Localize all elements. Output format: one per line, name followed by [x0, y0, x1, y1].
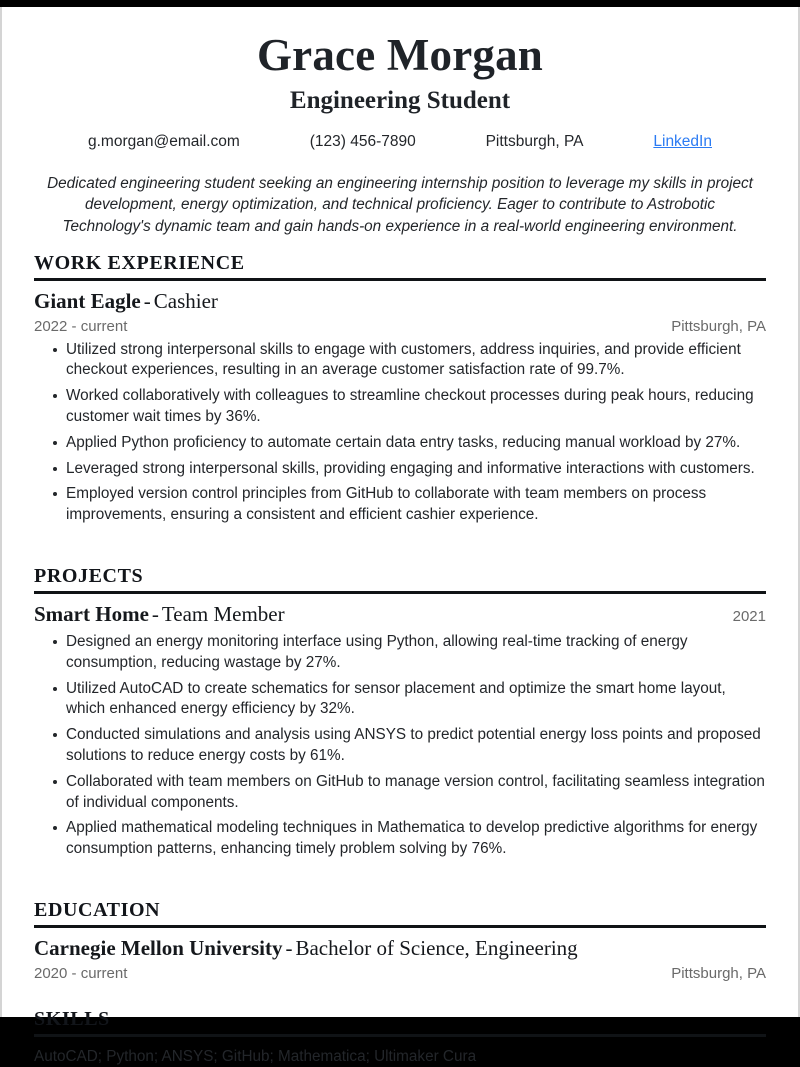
- skills-list: AutoCAD; Python; ANSYS; GitHub; Mathematica; Ultimaker Cura: [34, 1048, 477, 1065]
- section-divider: [34, 925, 766, 928]
- work-bullet-list: [34, 340, 766, 526]
- list-item: Worked collaboratively with colleagues to streamline checkout processes during peak hours, reducing customer wait times by 36%.: [34, 386, 766, 428]
- candidate-headline: Engineering Student: [289, 87, 511, 114]
- work-entry: [34, 289, 766, 526]
- list-item: Designed an energy monitoring interface using Python, allowing real-time tracking of energy consumption, reducing wastage by 27%.: [34, 632, 766, 674]
- project-bullet-list: [34, 632, 766, 860]
- list-item: Conducted simulations and analysis using ANSYS to predict potential energy loss points and proposed solutions to reduce energy costs by 61%.: [34, 725, 766, 767]
- professional-summary: Dedicated engineering student seeking an engineering internship position to leverage my skills in project development, energy optimization, and technical proficiency. Eager to contribute to Astrobotic Technology's dynamic team and gain hands-on experience in a real-world engineering environment.: [47, 174, 753, 235]
- project-entry: [34, 602, 766, 860]
- section-spacer: [34, 865, 766, 885]
- education-degree: Bachelor of Science, Engineering: [295, 936, 578, 960]
- section-skills: [34, 1008, 766, 1067]
- work-separator: -: [143, 288, 151, 313]
- section-divider: [34, 1034, 766, 1037]
- section-education: [34, 899, 766, 982]
- contact-email[interactable]: g.morgan@email.com: [88, 132, 240, 150]
- section-title-projects: PROJECTS: [34, 565, 144, 588]
- list-item: Applied Python proficiency to automate certain data entry tasks, reducing manual workload by 27%.: [34, 433, 766, 454]
- list-item: Utilized strong interpersonal skills to engage with customers, address inquiries, and provide efficient checkout experiences, resulting in an average customer satisfaction rate of 99.7%.: [34, 340, 766, 382]
- linkedin-link[interactable]: LinkedIn: [653, 132, 712, 150]
- section-title-education: EDUCATION: [34, 899, 161, 921]
- work-organization: Giant Eagle: [34, 288, 141, 313]
- project-separator: -: [151, 602, 159, 627]
- project-role: Team Member: [161, 602, 285, 627]
- work-entry-heading: [34, 289, 766, 314]
- section-title-work-experience: WORK EXPERIENCE: [34, 251, 245, 274]
- list-item: Applied mathematical modeling techniques in Mathematica to develop predictive algorithms for energy consumption patterns, enhancing timely problem solving by 76%.: [34, 818, 766, 860]
- work-role: Cashier: [153, 288, 218, 313]
- section-spacer: [34, 982, 766, 994]
- contact-location: Pittsburgh, PA: [485, 132, 584, 150]
- project-name: Smart Home: [34, 602, 149, 627]
- project-entry-heading: [34, 602, 766, 627]
- list-item: Employed version control principles from GitHub to collaborate with team members on process improvements, ensuring a consistent and efficient cashier experience.: [34, 484, 766, 526]
- resume-header: [34, 7, 766, 238]
- education-institution: Carnegie Mellon University: [34, 936, 283, 960]
- work-entry-meta: [34, 318, 766, 335]
- project-year: 2021: [732, 608, 766, 626]
- education-separator: -: [285, 936, 293, 960]
- education-dates: 2020 - current: [34, 965, 128, 982]
- resume-page: [0, 7, 800, 1065]
- contact-row: [88, 133, 712, 151]
- section-divider: [34, 278, 766, 281]
- section-divider: [34, 591, 766, 594]
- list-item: Leveraged strong interpersonal skills, providing engaging and informative interactions with customers.: [34, 459, 766, 480]
- section-title-skills: SKILLS: [34, 1008, 110, 1030]
- section-work-experience: [34, 252, 766, 526]
- education-entry: [34, 936, 766, 982]
- section-spacer: [34, 531, 766, 551]
- education-entry-meta: [34, 965, 766, 982]
- list-item: Collaborated with team members on GitHub to manage version control, facilitating seamless integration of individual components.: [34, 772, 766, 814]
- contact-phone[interactable]: (123) 456-7890: [309, 132, 416, 150]
- list-item: Utilized AutoCAD to create schematics for sensor placement and optimize the smart home layout, which enhanced energy efficiency by 32%.: [34, 679, 766, 721]
- education-entry-heading: [34, 936, 766, 961]
- candidate-name: Grace Morgan: [256, 30, 544, 80]
- education-location: Pittsburgh, PA: [671, 965, 766, 982]
- work-dates: 2022 - current: [34, 317, 128, 335]
- work-location: Pittsburgh, PA: [671, 317, 766, 335]
- section-projects: [34, 565, 766, 860]
